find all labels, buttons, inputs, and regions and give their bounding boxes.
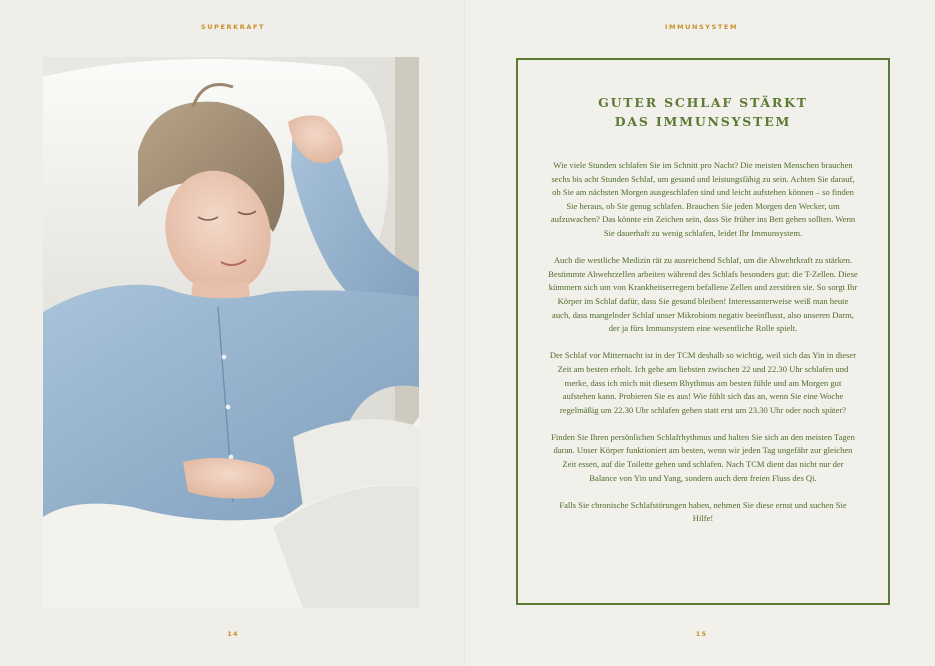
text-frame — [516, 58, 890, 605]
left-page — [0, 0, 466, 666]
paragraph: Finden Sie Ihren persönlichen Schlafrhythmus und halten Sie sich an den meisten Tagen daran. Unser Körper funktioniert am besten, wenn wir jeden Tag ungefähr zur gleichen Zeit essen, auf die Toilette gehen und schlafen. Nach TCM dient das nicht nur der Balance von Yin und Yang, sondern auch dem freien Fluss des Qi. — [551, 431, 855, 483]
paragraph: Wie viele Stunden schlafen Sie im Schnitt pro Nacht? Die meisten Menschen brauchen sechs bis acht Stunden Schlaf, um gesund und leistungsfähig zu sein. Achten Sie darauf, ob Sie am nächsten Morgen ausgeschlafen sind und leicht aufstehen können – so finden Sie heraus, ob Sie genug schlafen. Brauchen Sie jeden Morgen den Wecker, um aufzuwachen? Das könnte ein Zeichen sein, dass Sie früher ins Bett gehen sollten. Wenn Sie dauerhaft zu wenig schlafen, leidet Ihr Immunsystem. — [550, 160, 856, 238]
body-text — [548, 159, 858, 526]
paragraph: Falls Sie chronische Schlafstörungen haben, nehmen Sie diese ernst und suchen Sie Hilfe! — [559, 499, 847, 524]
paragraph: Auch die westliche Medizin rät zu ausreichend Schlaf, um die Abwehrkraft zu stärken. Bestimmte Abwehrzellen arbeiten während des Schlafs besonders gut: die T-Zellen. Diese kümmern sich um von Krankheitserregern befallene Zellen und zerstören sie. So sorgt Ihr Körper im Schlaf dafür, dass Sie gesund bleiben! Interessanterweise weiß man heute auch, dass mangelnder Schlaf unser Mikrobiom negativ beeinflusst, also unseren Darm, der ja fürs Immunsystem eine wesentliche Rolle spielt. — [548, 255, 858, 334]
page-title — [518, 93, 888, 131]
sleeping-woman-photo — [43, 57, 419, 608]
running-head-left: SUPERKRAFT — [200, 23, 266, 31]
title-line-1: GUTER SCHLAF STÄRKT — [598, 95, 808, 110]
title-line-2: DAS IMMUNSYSTEM — [614, 114, 792, 129]
paragraph: Der Schlaf vor Mitternacht ist in der TCM deshalb so wichtig, weil sich das Yin in dieser Zeit am besten erholt. Ich gehe am liebsten zwischen 22 und 22.30 Uhr schlafen und merke, dass ich mich mit diesem Rhythmus am besten fühle und am Morgen gut aufstehen kann. Probieren Sie es aus! Wie fühlt sich das an, wenn Sie eine Woche regelmäßig um 22.30 Uhr schlafen gehen statt erst um 23.30 Uhr oder noch später? — [549, 350, 857, 415]
page-number-left: 14 — [227, 630, 239, 638]
right-page — [468, 0, 935, 666]
page-number-right: 15 — [695, 630, 708, 638]
running-head-right: IMMUNSYSTEM — [664, 23, 739, 31]
